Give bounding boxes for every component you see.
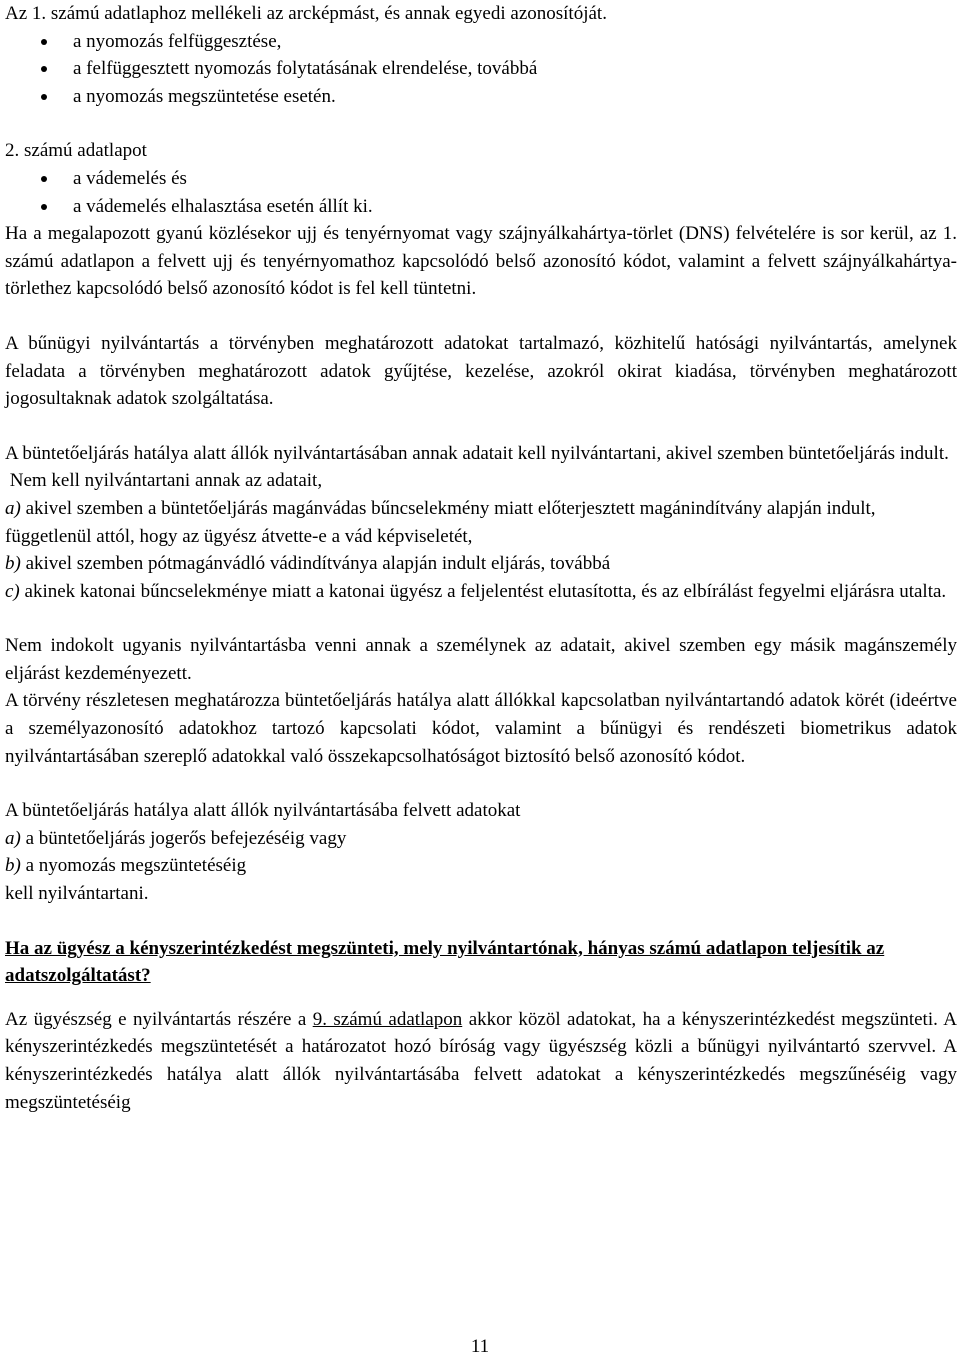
item-text: akinek katonai bűncselekménye miatt a katonai ügyész a feljelentést elutasította, és az elbírálást fegyelmi eljárásra utalta. bbox=[19, 580, 947, 602]
item-marker: a) bbox=[5, 827, 21, 849]
list-item: a nyomozás felfüggesztése, bbox=[5, 28, 957, 56]
retention-item-b bbox=[5, 852, 957, 880]
not-needed-line: Nem kell nyilvántartani annak az adatait, bbox=[5, 470, 323, 492]
item-text: a nyomozás megszüntetéséig bbox=[20, 855, 247, 877]
criminal-proceedings-paragraph: A büntetőeljárás hatálya alatt állók nyilvántartásában annak adatait kell nyilvántartani, akivel szemben büntetőeljárás indult. bbox=[5, 442, 949, 464]
item-text: akivel szemben pótmagánvádló vádindítványa alapján indult eljárás, továbbá bbox=[20, 553, 611, 575]
unjustified-paragraph: Nem indokolt ugyanis nyilvántartásba venni annak a személynek az adatait, akivel szemben egy másik magánszemély eljárást kezdeményezett. bbox=[5, 635, 957, 684]
law-paragraph: A törvény részletesen meghatározza büntetőeljárás hatálya alatt állókkal kapcsolatban nyilvántartandó adatok körét (ideértve a személyazonosító adatokhoz tartozó kapcsolati kódot, valamint a bűnügyi és rendészeti biometrikus adatok nyilvántartásában szereplő adatokkal való összekapcsolhatóságot biztosító belső azonosító kódot. bbox=[5, 690, 957, 767]
exception-item-b bbox=[5, 550, 957, 578]
adatlap-9-link[interactable]: 9. számú adatlapon bbox=[312, 1008, 463, 1030]
list-item: a vádemelés és bbox=[5, 165, 957, 193]
item-marker: c) bbox=[5, 580, 20, 602]
intro-line: Az 1. számú adatlaphoz mellékeli az arcképmást, és annak egyedi azonosítóját. bbox=[5, 3, 607, 24]
dns-paragraph: Ha a megalapozott gyanú közlésekor ujj és tenyérnyomat vagy szájnyálkahártya-törlet (DNS) felvételére is sor kerül, az 1. számú adatlapon a felvett ujj és tenyérnyomathoz kapcsolódó belső azonosító kódot, valamint a felvett szájnyálkahártya-törlethez kapcsolódó belső azonosító kódot is fel kell tüntetni. bbox=[5, 223, 957, 300]
registry-paragraph: A bűnügyi nyilvántartás a törvényben meghatározott adatokat tartalmazó, közhitelű hatósági nyilvántartás, amelynek feladata a törvényben meghatározott adatok gyűjtése, kezelése, azokról okirat kiadása, törvényben meghatározott jogosultaknak adatok szolgáltatása. bbox=[5, 332, 957, 410]
document-page bbox=[5, 0, 957, 1116]
item-marker: b) bbox=[5, 553, 21, 575]
question-heading: Ha az ügyész a kényszerintézkedést megszünteti, mely nyilvántartónak, hányas számú adatlapon teljesítik az adatszolgáltatást? bbox=[5, 937, 885, 987]
page-number: 11 bbox=[470, 1336, 490, 1357]
retention-item-a bbox=[5, 825, 957, 853]
item-marker: b) bbox=[5, 855, 21, 877]
list-item: a nyomozás megszüntetése esetén. bbox=[5, 83, 957, 111]
answer-paragraph bbox=[5, 1006, 957, 1116]
retention-intro: A büntetőeljárás hatálya alatt állók nyilvántartásába felvett adatokat bbox=[5, 800, 521, 822]
answer-text-post: akkor közöl adatokat, ha a kényszerintézkedést megszünteti. A kényszerintézkedés megszüntetését a határozatot hozó bíróság vagy ügyészség közli a bűnügyi nyilvántartó szervvel. A kényszerintézkedés hatálya alatt állók nyilvántartásába felvett adatokat a kényszerintézkedés megszűnéséig vagy megszüntetéséig bbox=[5, 1008, 957, 1113]
exception-item-a bbox=[5, 495, 957, 550]
bullet-list-2 bbox=[5, 165, 957, 220]
retention-end: kell nyilvántartani. bbox=[5, 883, 149, 905]
list-item: a felfüggesztett nyomozás folytatásának elrendelése, továbbá bbox=[5, 55, 957, 83]
section-2-heading: 2. számú adatlapot bbox=[5, 140, 147, 162]
bullet-list-1 bbox=[5, 28, 957, 111]
item-text: a büntetőeljárás jogerős befejezéséig vagy bbox=[20, 827, 347, 849]
item-marker: a) bbox=[5, 497, 21, 519]
exception-item-c bbox=[5, 578, 957, 606]
list-item: a vádemelés elhalasztása esetén állít ki. bbox=[5, 193, 957, 221]
answer-text-pre: Az ügyészség e nyilvántartás részére a bbox=[5, 1008, 313, 1030]
item-text: akivel szemben a büntetőeljárás magánvádas bűncselekmény miatt előterjesztett magánindítvány alapján indult, függetlenül attól, hogy az ügyész átvette-e a vád képviseletét, bbox=[5, 497, 876, 547]
